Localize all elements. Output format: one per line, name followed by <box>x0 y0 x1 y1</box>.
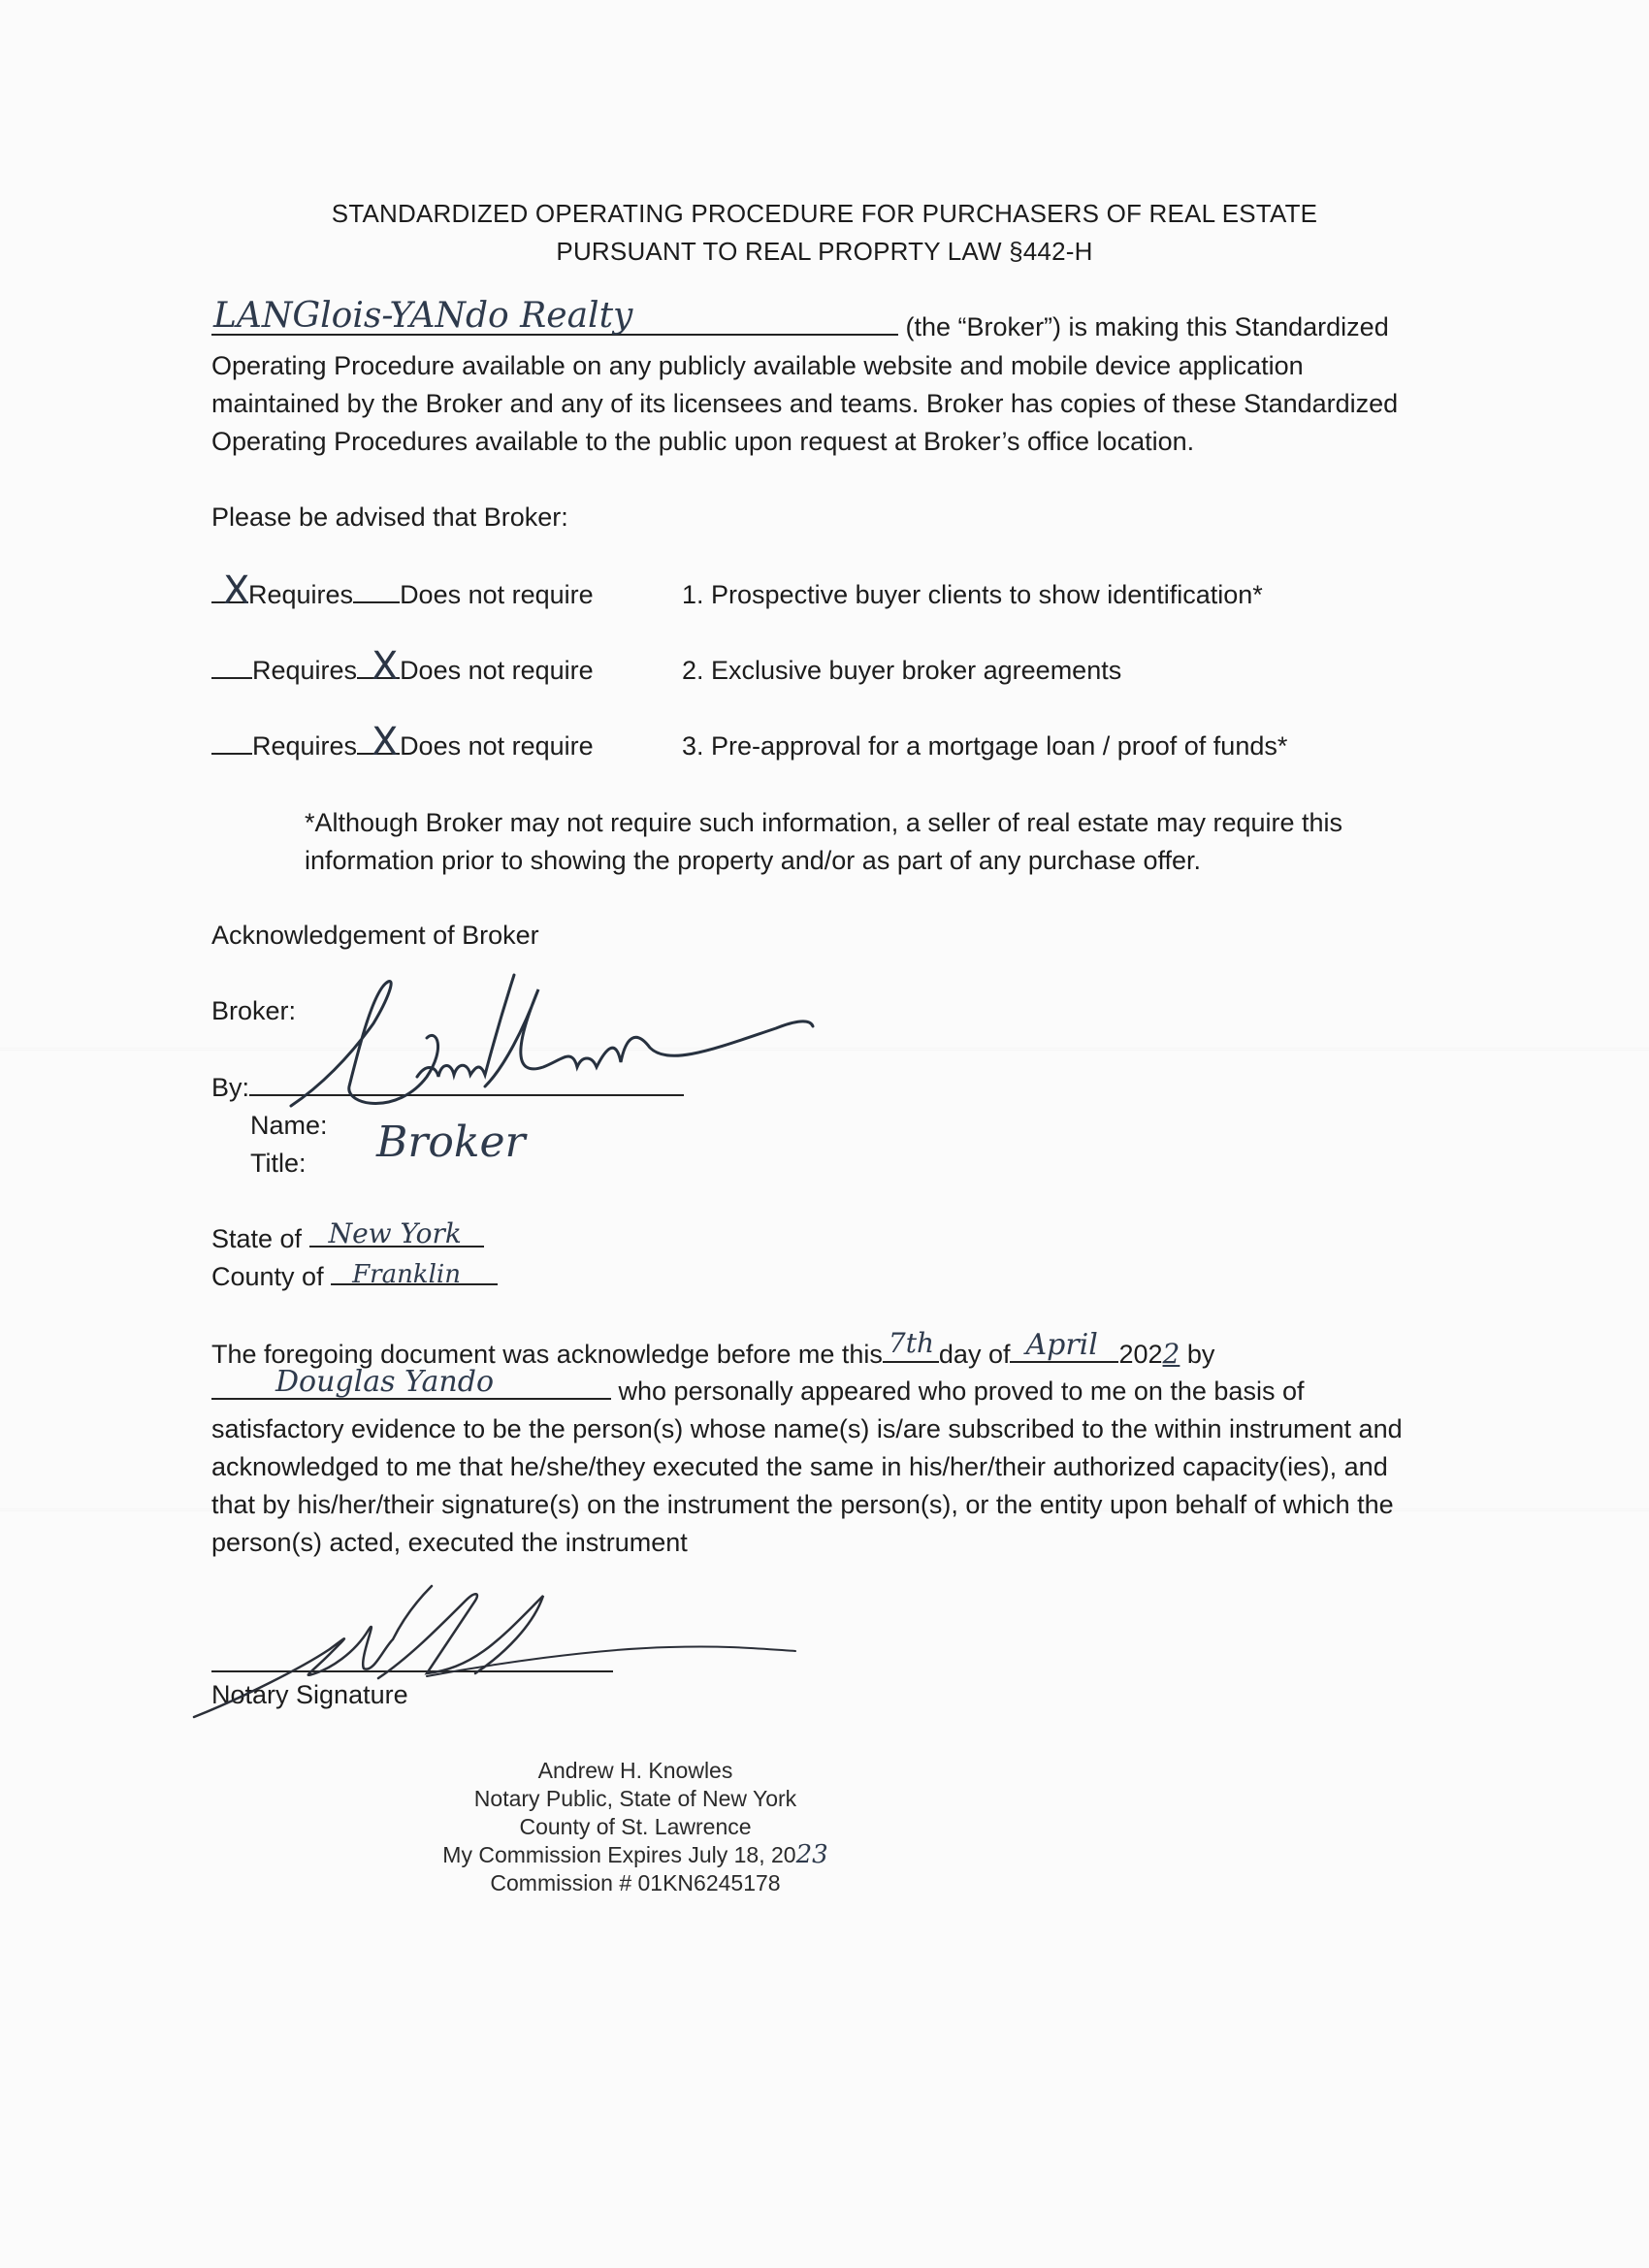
notary-stamp-line4 <box>344 1841 926 1869</box>
month-field <box>1010 1328 1118 1363</box>
paper-fold <box>0 1048 1649 1051</box>
notary-line2 <box>211 1365 1305 1410</box>
notary-text-part2: day of <box>938 1340 1011 1369</box>
requirement-item-2: 2. Exclusive buyer broker agreements <box>682 656 1122 685</box>
requires-label: Requires <box>248 580 354 609</box>
notary-signature <box>184 1581 805 1727</box>
check-mark-not-require-3: X <box>372 720 399 764</box>
requires-label: Requires <box>252 656 358 685</box>
requirement-row-1 <box>211 576 594 614</box>
notary-signature-drawing <box>184 1581 805 1727</box>
intro-line3: maintained by the Broker and any of its licensees and teams. Broker has copies of these Standardized <box>211 389 1399 418</box>
state-handwritten: New York <box>328 1217 462 1249</box>
intro-line2: Operating Procedure available on any publicly available website and mobile device application <box>211 351 1304 380</box>
requires-blank <box>211 652 252 679</box>
state-row <box>211 1217 484 1258</box>
requirement-row-3 <box>211 728 594 765</box>
notary-stamp-line3: County of St. Lawrence <box>519 1814 752 1839</box>
by-label: By: <box>211 1073 250 1102</box>
title-handwritten: Broker <box>376 1118 526 1167</box>
notary-stamp-line5: Commission # 01KN6245178 <box>490 1870 781 1895</box>
month-handwritten: April <box>1025 1328 1098 1362</box>
footnote-line2: information prior to showing the property and/or as part of any purchase offer. <box>305 846 1202 875</box>
title-label: Title: <box>250 1149 307 1178</box>
requires-label: Requires <box>252 731 358 761</box>
requirement-item-1: 1. Prospective buyer clients to show identification* <box>682 580 1263 609</box>
notary-line6: person(s) acted, executed the instrument <box>211 1528 688 1557</box>
county-row <box>211 1258 498 1296</box>
intro-line1 <box>211 296 1389 346</box>
day-handwritten: 7th <box>888 1327 935 1359</box>
notary-stamp-line2: Notary Public, State of New York <box>473 1786 797 1811</box>
state-label: State of <box>211 1224 303 1253</box>
commission-year-handwritten: 23 <box>795 1840 828 1869</box>
not-require-label: Does not require <box>400 731 594 761</box>
notary-text-part3: by <box>1186 1340 1215 1369</box>
county-handwritten: Franklin <box>352 1260 461 1289</box>
commission-expires-prefix: My Commission Expires July 18, 20 <box>442 1842 796 1867</box>
requirement-item-3: 3. Pre-approval for a mortgage loan / proof of funds* <box>682 731 1288 761</box>
acknowledgement-heading: Acknowledgement of Broker <box>211 921 539 950</box>
not-require-blank <box>353 576 400 603</box>
not-require-label: Does not require <box>400 580 594 609</box>
broker-signature-drawing <box>281 970 824 1125</box>
day-field <box>883 1327 939 1363</box>
broker-label: Broker: <box>211 996 297 1025</box>
check-mark-requires-1: X <box>223 568 250 613</box>
notary-text-part1: The foregoing document was acknowledge before me this <box>211 1340 883 1369</box>
footnote-line1: *Although Broker may not require such information, a seller of real estate may require this <box>305 808 1343 837</box>
requires-blank <box>211 728 252 755</box>
year-handwritten-digit: 2 <box>1162 1338 1180 1370</box>
advised-text: Please be advised that Broker: <box>211 502 568 532</box>
intro-line1-suffix: (the “Broker”) is making this Standardized <box>905 312 1389 341</box>
person-handwritten: Douglas Yando <box>275 1365 494 1399</box>
person-field <box>211 1365 611 1400</box>
broker-name-handwritten: LANGlois-YANdo Realty <box>213 296 633 336</box>
not-require-label: Does not require <box>400 656 594 685</box>
year-prefix: 202 <box>1118 1340 1163 1369</box>
broker-name-field <box>211 296 898 336</box>
intro-line4: Operating Procedures available to the public upon request at Broker’s office location. <box>211 427 1195 456</box>
notary-signature-label: Notary Signature <box>211 1680 408 1709</box>
broker-signature <box>281 970 824 1125</box>
name-label: Name: <box>250 1111 328 1140</box>
notary-line2-suffix: who personally appeared who proved to me on the basis of <box>618 1377 1305 1406</box>
notary-stamp-name: Andrew H. Knowles <box>537 1758 733 1783</box>
document-title-line1: STANDARDIZED OPERATING PROCEDURE FOR PURCHASERS OF REAL ESTATE <box>331 199 1318 228</box>
notary-line4: acknowledged to me that he/she/they executed the same in his/her/their authorized capacity(ies), and <box>211 1452 1388 1481</box>
state-field <box>309 1217 484 1249</box>
notary-line3: satisfactory evidence to be the person(s) whose name(s) is/are subscribed to the within instrument and <box>211 1414 1403 1443</box>
document-title-line2: PURSUANT TO REAL PROPRTY LAW §442-H <box>556 237 1093 266</box>
county-field <box>331 1258 498 1289</box>
check-mark-not-require-2: X <box>372 644 399 689</box>
requirement-row-2 <box>211 652 594 690</box>
notary-line5: that by his/her/their signature(s) on the instrument the person(s), or the entity upon behalf of which the <box>211 1490 1394 1519</box>
county-label: County of <box>211 1262 324 1291</box>
